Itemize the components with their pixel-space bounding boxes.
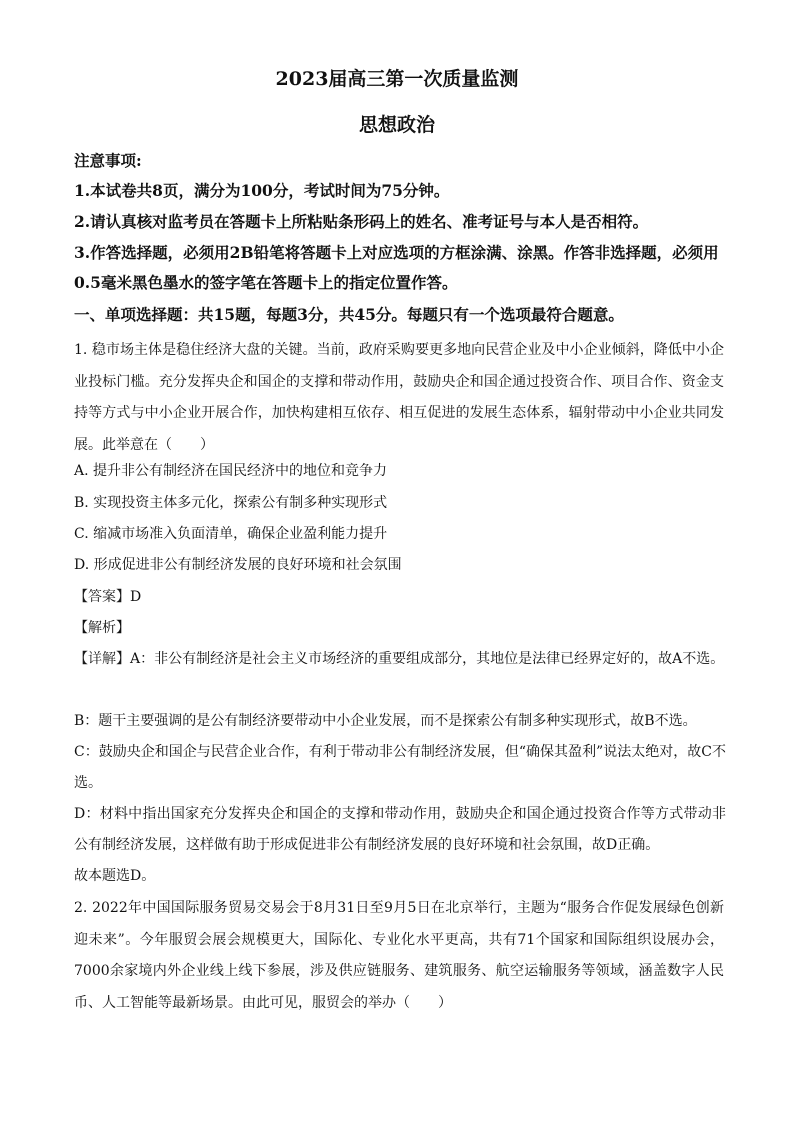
answer-line (74, 582, 141, 613)
analysis-label: 【解析】 (74, 620, 130, 636)
notice-item-2: 2.请认真核对监考员在答题卡上所粘贴条形码上的姓名、准考证号与本人是否相符。 (74, 212, 649, 231)
explanation-c: C：鼓励央企和国企与民营企业合作，有利于带动非公有制经济发展，但“确保其盈利”说法太绝对，故C不选。 (74, 744, 726, 791)
notice-heading: 注意事项: (74, 151, 142, 170)
notice-item-3: 3.作答选择题，必须用2B铅笔将答题卡上对应选项的方框涂满、涂黑。作答非选择题，必须用0.5毫米黑色墨水的签字笔在答题卡上的指定位置作答。 (74, 243, 719, 292)
answer-label: 【答案】 (74, 589, 130, 605)
exam-title: 2023届高三第一次质量监测 (275, 68, 519, 90)
detail-label: 【详解】 (74, 651, 130, 667)
subject-title: 思想政治 (358, 114, 435, 136)
section-heading: 一、单项选择题：共15题，每题3分，共45分。每题只有一个选项最符合题意。 (74, 305, 624, 324)
explanation-d: D：材料中指出国家充分发挥央企和国企的支撑和带动作用，鼓励央企和国企通过投资合作等方式带动非公有制经济发展，这样做有助于形成促进非公有制经济发展的良好环境和社会氛围，故D正确。 (74, 806, 726, 853)
explanation-a (74, 644, 726, 675)
question-1-stem: 1. 稳市场主体是稳住经济大盘的关键。当前，政府采购要更多地向民营企业及中小企业倾斜，降低中小企业投标门槛。充分发挥央企和国企的支撑和带动作用，鼓励央企和国企通过投资合作、项目合作、资金支持等方式与中小企业开展合作，加快构建相互依存、相互促进的发展生态体系，辐射带动中小企业共同发展。此举意在（ ） (74, 342, 724, 453)
answer-value: D (130, 589, 142, 605)
explanation-a-text: A：非公有制经济是社会主义市场经济的重要组成部分，其地位是法律已经界定好的，故A不选。 (130, 651, 725, 667)
explanation-conclusion: 故本题选D。 (74, 868, 156, 884)
notice-item-1: 1.本试卷共8页，满分为100分，考试时间为75分钟。 (74, 181, 450, 200)
explanation-b: B：题干主要强调的是公有制经济要带动中小企业发展，而不是探索公有制多种实现形式，故B不选。 (74, 713, 697, 729)
question-1-option-d: D. 形成促进非公有制经济发展的良好环境和社会氛围 (74, 557, 402, 573)
question-1-option-c: C. 缩减市场准入负面清单，确保企业盈利能力提升 (74, 526, 388, 542)
question-2-stem: 2. 2022年中国国际服务贸易交易会于8月31日至9月5日在北京举行，主题为“服务合作促发展绿色创新迎未来”。今年服贸会展会规模更大，国际化、专业化水平更高，共有71个国家和国际组织设展办会，7000余家境内外企业线上线下参展，涉及供应链服务、建筑服务、航空运输服务等领域，涵盖数字人民币、人工智能等最新场景。由此可见，服贸会的举办（ ） (74, 900, 724, 1011)
question-1-option-a: A. 提升非公有制经济在国民经济中的地位和竞争力 (74, 463, 388, 479)
question-1-option-b: B. 实现投资主体多元化，探索公有制多种实现形式 (74, 495, 388, 511)
